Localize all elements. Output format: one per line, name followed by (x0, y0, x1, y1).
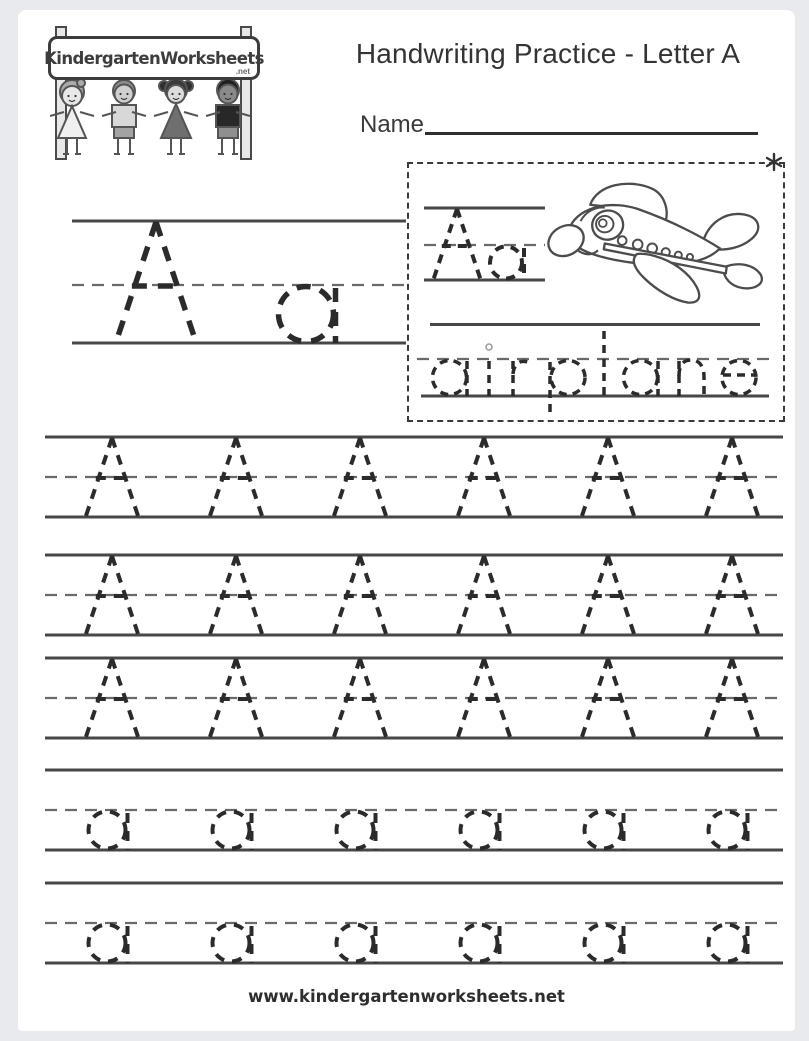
example-letters-large (68, 210, 408, 360)
logo (44, 18, 284, 168)
practice-row-5 (45, 877, 783, 973)
worksheet-page (18, 10, 795, 1031)
airplane-illustration (537, 170, 779, 317)
practice-row-3 (45, 652, 783, 748)
footer-url: www.kindergartenworksheets.net (248, 987, 565, 1006)
kids-illustration (50, 76, 264, 160)
cutout-box (407, 162, 785, 422)
logo-brand-text: KindergartenWorksheets (44, 48, 264, 68)
practice-row-4 (45, 764, 783, 860)
name-input-line (425, 132, 758, 135)
practice-row-2 (45, 549, 783, 645)
page-title: Handwriting Practice - Letter A (355, 38, 741, 69)
practice-row-1 (45, 431, 783, 527)
logo-sign (44, 36, 264, 80)
cut-mark-icon (764, 152, 784, 172)
logo-tld-text: .net (235, 67, 250, 76)
traceable-word (417, 326, 779, 419)
name-label: Name (360, 111, 425, 138)
